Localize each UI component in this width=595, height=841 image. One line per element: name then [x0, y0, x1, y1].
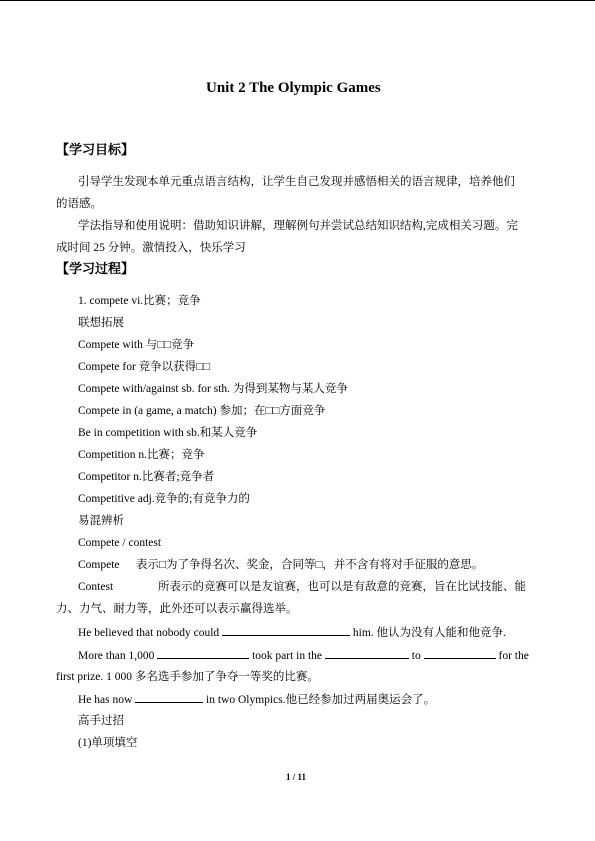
- contest-definition-line2: 力、力气、耐力等，此外还可以表示赢得选举。: [56, 603, 298, 615]
- example-1-part-b: him. 他认为没有人能和他竞争.: [352, 627, 506, 639]
- exercise-1-label: (1)单项填空: [78, 737, 138, 749]
- tips-heading: 高手过招: [78, 715, 124, 727]
- phrase-line: Compete in (a game, a match) 参加；在□□方面竞争: [78, 405, 326, 417]
- top-rule: [0, 0, 595, 1]
- objectives-para2-line2: 成时间 25 分钟。激情投入，快乐学习: [56, 242, 246, 254]
- item-compete: 1. compete vi.比赛；竞争: [78, 295, 201, 307]
- example-sentence-1: [78, 624, 506, 641]
- example-sentence-3: [78, 691, 435, 708]
- phrase-line: Competition n.比赛；竞争: [78, 449, 205, 461]
- example-3-part-a: He has now: [78, 694, 133, 706]
- objectives-heading: 【学习目标】: [56, 143, 135, 158]
- example-2-part-a: More than 1,000: [78, 650, 155, 662]
- phrase-line: Competitive adj.竞争的;有竞争力的: [78, 493, 250, 505]
- example-2-part-c: to: [411, 650, 421, 662]
- example-2-part-d: for the: [498, 650, 529, 662]
- blank-field[interactable]: [325, 647, 409, 659]
- contest-word: Contest: [78, 581, 114, 593]
- example-sentence-2-line2: first prize. 1 000 多名选手参加了争夺一等奖的比赛。: [56, 671, 319, 683]
- example-sentence-2: [78, 647, 529, 664]
- example-3-part-b: in two Olympics.他已经参加过两届奥运会了。: [206, 694, 436, 706]
- phrase-line: Compete for 竞争以获得□□: [78, 361, 211, 373]
- page-title: Unit 2 The Olympic Games: [206, 80, 381, 96]
- objectives-para2-line1: 学法指导和使用说明：借助知识讲解，理解例句并尝试总结知识结构,完成相关习题。完: [78, 220, 518, 232]
- phrase-line: Compete with/against sb. for sth. 为得到某物与某人竞争: [78, 383, 348, 395]
- phrase-line: Be in competition with sb.和某人竞争: [78, 427, 258, 439]
- confusion-heading: 易混辨析: [78, 515, 124, 527]
- process-heading: 【学习过程】: [56, 262, 135, 277]
- blank-field[interactable]: [157, 647, 249, 659]
- compete-definition: 表示□为了争得名次、奖金，合同等□，并不含有将对手征服的意思。: [136, 559, 484, 571]
- blank-field[interactable]: [424, 647, 496, 659]
- confusion-pair: Compete / contest: [78, 537, 162, 549]
- phrase-line: Competitor n.比赛者;竞争者: [78, 471, 215, 483]
- blank-field[interactable]: [222, 624, 350, 636]
- objectives-para1-line2: 的语感。: [56, 198, 102, 210]
- objectives-para1-line1: 引导学生发现本单元重点语言结构，让学生自己发现并感悟相关的语言规律，培养他们: [78, 176, 515, 188]
- compete-word: Compete: [78, 559, 120, 571]
- contest-definition-line1: 所表示的竞赛可以是友谊赛，也可以是有敌意的竞赛，旨在比试技能、能: [158, 581, 526, 593]
- phrase-line: Compete with 与□□竞争: [78, 339, 195, 351]
- page-number: 1 / 11: [286, 772, 307, 782]
- association-heading: 联想拓展: [78, 317, 124, 329]
- example-1-part-a: He believed that nobody could: [78, 627, 220, 639]
- blank-field[interactable]: [135, 691, 203, 703]
- example-2-part-b: took part in the: [252, 650, 323, 662]
